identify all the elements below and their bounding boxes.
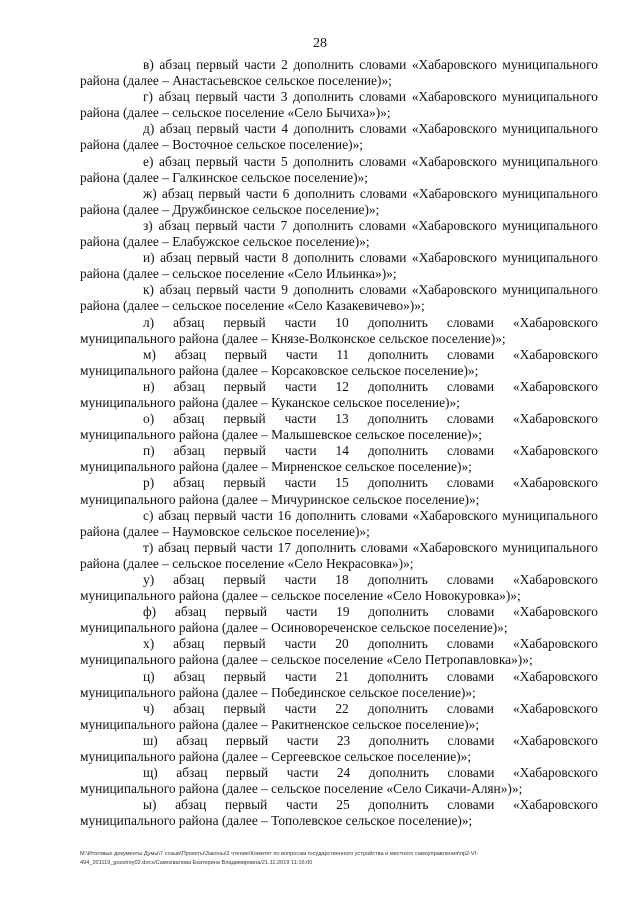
paragraph-line: муниципального района (далее – сельское поселение «Село Петропавловка»)»; [80, 652, 533, 668]
amendment-paragraph [80, 347, 598, 379]
paragraph-line: района (далее – Галкинское сельское поселение)»; [80, 169, 368, 185]
paragraph-line: муниципального района (далее – Мичуринское сельское поселение)»; [80, 491, 480, 507]
paragraph-line: п) абзац первый части 14 дополнить словами «Хабаровского [143, 443, 598, 459]
paragraph-line: у) абзац первый части 18 дополнить словами «Хабаровского [143, 572, 598, 587]
paragraph-line: с) абзац первый части 16 дополнить словами «Хабаровского муниципального [143, 507, 598, 523]
amendment-paragraph [80, 669, 598, 701]
footer-line: 494_201119_gosstroy02.docx/Самохвалова Екатерина Владимировна/21.11.2019 11:16:00 [80, 859, 313, 866]
amendment-paragraph [80, 315, 598, 347]
document-body [80, 57, 598, 830]
amendment-paragraph [80, 733, 598, 765]
paragraph-line: ш) абзац первый части 23 дополнить словами «Хабаровского [143, 732, 598, 748]
paragraph-line: района (далее – сельское поселение «Село Казакевичево»)»; [80, 298, 425, 314]
page-number: 28 [313, 36, 327, 51]
paragraph-line: к) абзац первый части 9 дополнить словами «Хабаровского муниципального [143, 282, 598, 298]
paragraph-line: н) абзац первый части 12 дополнить словами «Хабаровского [143, 378, 598, 394]
paragraph-line: муниципального района (далее – Мирненское сельское поселение)»; [80, 459, 472, 475]
amendment-paragraph [80, 250, 598, 282]
paragraph-line: м) абзац первый части 11 дополнить словами «Хабаровского [143, 346, 598, 362]
amendment-paragraph [80, 604, 598, 636]
paragraph-line: л) абзац первый части 10 дополнить словами «Хабаровского [143, 314, 598, 330]
amendment-paragraph [80, 540, 598, 572]
paragraph-line: е) абзац первый части 5 дополнить словами «Хабаровского муниципального [143, 153, 598, 169]
paragraph-line: муниципального района (далее – Ракитненское сельское поселение)»; [80, 716, 480, 732]
paragraph-line: г) абзац первый части 3 дополнить словами «Хабаровского муниципального [143, 89, 598, 105]
amendment-paragraph [80, 508, 598, 540]
paragraph-line: муниципального района (далее – сельское поселение «Село Сикачи-Алян»)»; [80, 781, 523, 797]
footer-line: М:\Итоговые документы Думы\7 созыв\Проекты\Законы\2 чтение\Комитет по вопросам государственного устройства и местного самоуправления\пр2-VI- [80, 851, 479, 857]
paragraph-line: о) абзац первый части 13 дополнить словами «Хабаровского [143, 411, 598, 427]
paragraph-line: района (далее – сельское поселение «Село Бычиха»)»; [80, 105, 391, 121]
paragraph-line: муниципального района (далее – Корсаковское сельское поселение)»; [80, 362, 479, 378]
paragraph-line: х) абзац первый части 20 дополнить словами «Хабаровского [143, 636, 598, 652]
amendment-paragraph [80, 572, 598, 604]
paragraph-line: района (далее – сельское поселение «Село Некрасовка»)»; [80, 555, 414, 571]
paragraph-line: ц) абзац первый части 21 дополнить словами «Хабаровского [143, 668, 598, 684]
amendment-paragraph [80, 443, 598, 475]
paragraph-line: ж) абзац первый части 6 дополнить словами «Хабаровского муниципального [143, 185, 598, 201]
paragraph-line: района (далее – Наумовское сельское поселение)»; [80, 523, 370, 539]
paragraph-line: д) абзац первый части 4 дополнить словами «Хабаровского муниципального [143, 121, 598, 137]
amendment-paragraph [80, 379, 598, 411]
amendment-paragraph [80, 282, 598, 314]
paragraph-line: муниципального района (далее – Куканское сельское поселение)»; [80, 394, 460, 410]
paragraph-line: муниципального района (далее – Тополевское сельское поселение)»; [80, 813, 473, 829]
paragraph-line: ф) абзац первый части 19 дополнить словами «Хабаровского [143, 604, 598, 620]
paragraph-line: района (далее – Елабужское сельское поселение)»; [80, 234, 370, 250]
paragraph-line: муниципального района (далее – сельское поселение «Село Новокуровка»)»; [80, 588, 521, 604]
amendment-paragraph [80, 121, 598, 153]
paragraph-line: муниципального района (далее – Побединское сельское поселение)»; [80, 684, 476, 700]
amendment-paragraph [80, 154, 598, 186]
paragraph-line: р) абзац первый части 15 дополнить словами «Хабаровского [143, 475, 598, 491]
amendment-paragraph [80, 636, 598, 668]
amendment-paragraph [80, 186, 598, 218]
file-path-footer [80, 850, 600, 867]
amendment-paragraph [80, 765, 598, 797]
amendment-paragraph [80, 218, 598, 250]
paragraph-line: муниципального района (далее – Князе-Волконское сельское поселение)»; [80, 330, 506, 346]
paragraph-line: района (далее – Восточное сельское поселение)»; [80, 137, 364, 153]
paragraph-line: в) абзац первый части 2 дополнить словами «Хабаровского муниципального [143, 57, 598, 72]
amendment-paragraph [80, 411, 598, 443]
paragraph-line: муниципального района (далее – Осиновореченское сельское поселение)»; [80, 620, 508, 636]
paragraph-line: и) абзац первый части 8 дополнить словами «Хабаровского муниципального [143, 250, 598, 266]
paragraph-line: муниципального района (далее – Сергеевское сельское поселение)»; [80, 749, 472, 765]
paragraph-line: муниципального района (далее – Малышевское сельское поселение)»; [80, 427, 483, 443]
paragraph-line: щ) абзац первый части 24 дополнить словами «Хабаровского [143, 765, 598, 781]
amendment-paragraph [80, 89, 598, 121]
amendment-paragraph [80, 475, 598, 507]
paragraph-line: района (далее – Анастасьевское сельское поселение)»; [80, 73, 392, 89]
amendment-paragraph [80, 57, 598, 89]
paragraph-line: т) абзац первый части 17 дополнить словами «Хабаровского муниципального [143, 539, 598, 555]
amendment-paragraph [80, 797, 598, 829]
paragraph-line: ы) абзац первый части 25 дополнить словами «Хабаровского [143, 797, 598, 813]
paragraph-line: района (далее – Дружбинское сельское поселение)»; [80, 201, 380, 217]
paragraph-line: района (далее – сельское поселение «Село Ильинка»)»; [80, 266, 397, 282]
paragraph-line: ч) абзац первый части 22 дополнить словами «Хабаровского [143, 700, 598, 716]
paragraph-line: з) абзац первый части 7 дополнить словами «Хабаровского муниципального [143, 217, 598, 233]
amendment-paragraph [80, 701, 598, 733]
